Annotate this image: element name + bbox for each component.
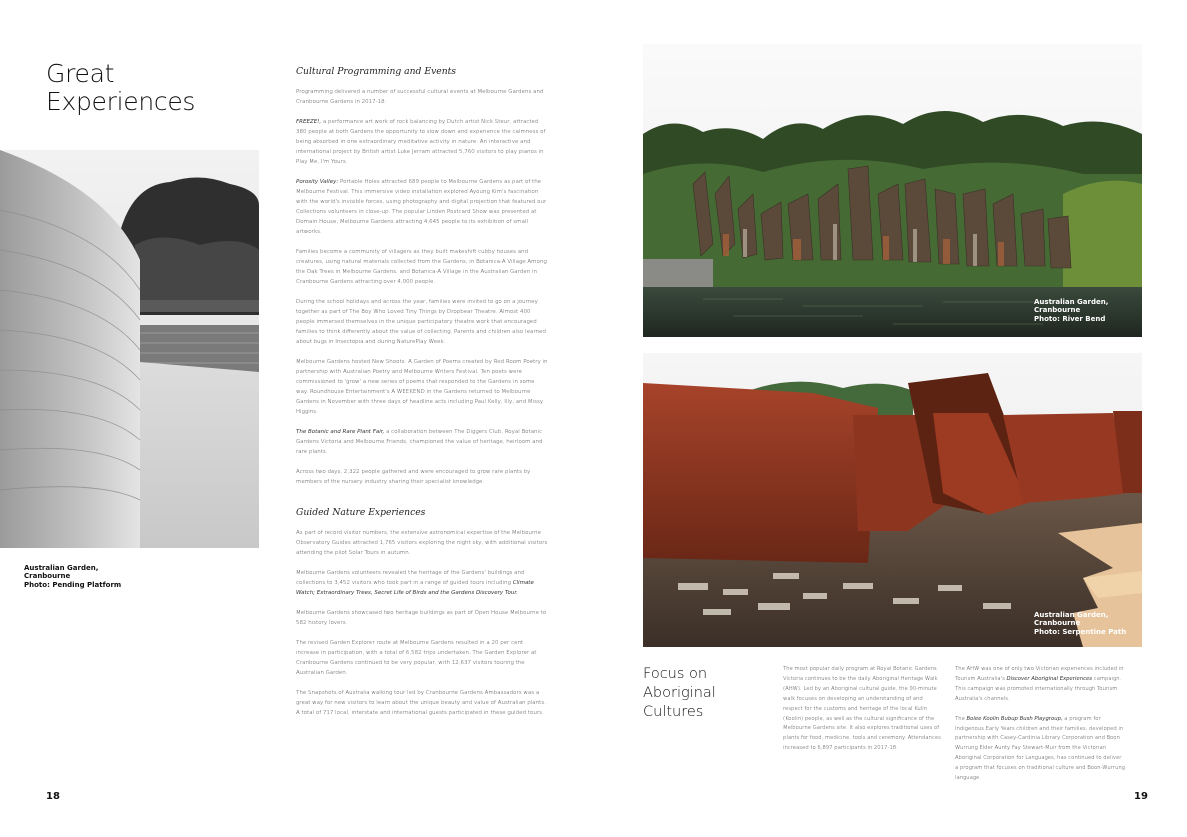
aboriginal-column-1 — [783, 665, 943, 764]
caption-line: Cranbourne — [1034, 619, 1081, 628]
paragraph — [955, 715, 1125, 784]
river-bend-photo — [643, 44, 1142, 337]
caption-line: Australian Garden, — [1034, 611, 1109, 619]
caption-line: Photo: River Bend — [1034, 314, 1106, 323]
caption-line: Australian Garden, — [24, 564, 99, 572]
event-name: Porosity Valley: — [296, 179, 339, 185]
paragraph: The revised Garden Explorer route at Melbourne Gardens resulted in a 20 per cent increase in participation, with a total of 6,582 trips undertaken. The Garden Explorer at Cranbourne Gardens continued to be very popular, with 12,637 visitors touring the Australian Garden. — [296, 640, 537, 676]
paragraph-text: The AHW was one of only two Victorian experiences included in Tourism Australia's — [955, 666, 1124, 682]
focus-heading — [643, 665, 716, 722]
caption-line: Cranbourne — [1034, 306, 1081, 315]
top-photo-caption — [1034, 298, 1108, 323]
focus-heading-line: Cultures — [643, 704, 704, 720]
paragraph — [296, 568, 548, 598]
left-photo-caption — [24, 564, 121, 589]
paragraph — [296, 117, 548, 167]
caption-line: Cranbourne — [24, 572, 71, 581]
paragraph-text: campaign. This campaign was promoted internationally through Tourism Australia's channels. — [955, 675, 1122, 702]
section-heading-cultural: Cultural Programming and Events — [296, 66, 457, 77]
event-name: FREEZE!, — [296, 119, 322, 125]
paragraph: Across two days, 2,322 people gathered and were encouraged to grow rare plants by members of the nursery industry sharing their specialist knowledge. — [296, 469, 531, 485]
serpentine-path-photo — [643, 353, 1142, 647]
caption-line: Photo: Pending Platform — [24, 580, 122, 589]
paragraph-text: a program for Indigenous Early Years children and their families, developed in partnership with Casey-Cardinia Library Corporation and Boon Wurrung Elder Aunty Fay Stewart-Muir from the Victorian Aboriginal Corporation for Languages, has continued to deliver a program that focuses on traditional culture and Boon-Wurrung language. — [955, 715, 1125, 782]
focus-heading-line: Aboriginal — [643, 685, 716, 701]
event-name: The Botanic and Rare Plant Fair, — [296, 429, 385, 435]
title-line-1: Great — [46, 59, 115, 88]
bottom-photo-caption — [1034, 611, 1126, 636]
paragraph: Melbourne Gardens showcased two heritage buildings as part of Open House Melbourne to 582 history lovers. — [296, 610, 547, 626]
tour-names: Climate Watch; Extraordinary Trees, Secret Life of Birds and the Gardens Discovery Tour. — [296, 580, 534, 596]
caption-line: Australian Garden, — [1034, 298, 1109, 306]
article-column — [296, 66, 548, 728]
paragraph: Families become a community of villagers as they built makeshift cubby houses and creatures, using natural materials collected from the Gardens, in Botanica-A Village Among the Oak Trees in Melbourne Gardens, and Botanica-A Village in the Australian Garden in Cranbourne Gardens attracting over 4,000 people. — [296, 249, 547, 285]
paragraph: The Snapshots of Australia walking tour led by Cranbourne Gardens Ambassadors was a great way for new visitors to learn about the unique beauty and value of Australian plants. A total of 717 local, interstate and international guests participated in these guided tours. — [296, 690, 546, 716]
paragraph-text: a performance art work of rock balancing by Dutch artist Nick Steur, attracted 380 people at both Gardens the opportunity to slow down and experience the calmness of being absorbed in one extraordinary meditative activity in nature. An interactive and international project by British artist Luke Jerram attracted 5,760 visitors to play pianos in Play Me, I'm Yours. — [296, 119, 546, 165]
paragraph: During the school holidays and across the year, families were invited to go on a journey together as part of The Boy Who Loved Tiny Things by Dropbear Theatre. Almost 400 people immersed themselves in the unique participatory theatre work that encouraged families to think differently about the value of collecting. Parents and children also learned about bugs in Insectopia and during NaturePlay Week. — [296, 299, 546, 345]
paragraph — [296, 427, 548, 457]
page-number-left: 18 — [46, 791, 60, 802]
paragraph: As part of record visitor numbers, the extensive astronomical expertise of the Melbourne Observatory Guides attracted 1,765 visitors exploring the night sky, with additional visitors attending the pilot Solar Tours in autumn. — [296, 530, 548, 556]
paragraph: Melbourne Gardens hosted New Shoots: A Garden of Poems created by Red Room Poetry in partnership with Australian Poetry and Melbourne Writers Festival. Ten poets were commissioned to 'grow' a new series of poems that responded to the Gardens in some way. Roundhouse Entertainment's A WEEKEND in the Gardens returned to Melbourne Gardens in November with three days of headline acts including Paul Kelly, Illy, and Missy Higgins. — [296, 359, 548, 415]
paragraph-text: Portable Holes attracted 689 people to Melbourne Gardens as part of the Melbourne Festival. This immersive video installation explored Ayoung Kim's fascination with the world's invisible forces, using photography and digital projection that featured our Collections volunteers in close-up. The popular Linden Postcard Show was presented at Domain House, Melbourne Gardens attracting 4,645 people to its exhibition of small artworks. — [296, 179, 547, 235]
paragraph: Programming delivered a number of successful cultural events at Melbourne Gardens and Cranbourne Gardens in 2017-18: — [296, 89, 544, 105]
paragraph-text: Melbourne Gardens volunteers revealed the heritage of the Gardens' buildings and collections to 3,452 visitors who took part in a range of guided tours including — [296, 570, 525, 586]
aboriginal-column-2 — [955, 665, 1125, 794]
paragraph — [955, 665, 1125, 705]
page-title — [46, 60, 195, 116]
paragraph — [296, 177, 548, 237]
title-line-2: Experiences — [46, 87, 196, 116]
campaign-name: Discover Aboriginal Experiences — [1006, 675, 1093, 682]
paragraph-text: The — [955, 715, 967, 722]
paragraph: The most popular daily program at Royal Botanic Gardens Victoria continues to be the daily Aboriginal Heritage Walk (AHW). Led by an Aboriginal cultural guide, the 90-minute walk focuses on developing an understanding of and respect for the customs and heritage of the local Kulin (Koolin) people, as well as the cultural significance of the Melbourne Gardens site. It also explores traditional uses of plants for food, medicine, tools and ceremony. Attendances increased to 6,897 participants in 2017-18. — [783, 666, 941, 752]
paragraph-text: a collaboration between The Diggers Club, Royal Botanic Gardens Victoria and Melbourne Friends, championed the value of heritage, heirloom and rare plants. — [296, 429, 543, 455]
program-name: Bolee Koolin Bubup Bush Playgroup, — [966, 715, 1063, 722]
focus-heading-line: Focus on — [643, 666, 708, 682]
pending-platform-photo — [0, 150, 259, 548]
page-number-right: 19 — [1134, 791, 1148, 802]
section-heading-guided: Guided Nature Experiences — [296, 507, 426, 518]
caption-line: Photo: Serpentine Path — [1034, 627, 1127, 636]
